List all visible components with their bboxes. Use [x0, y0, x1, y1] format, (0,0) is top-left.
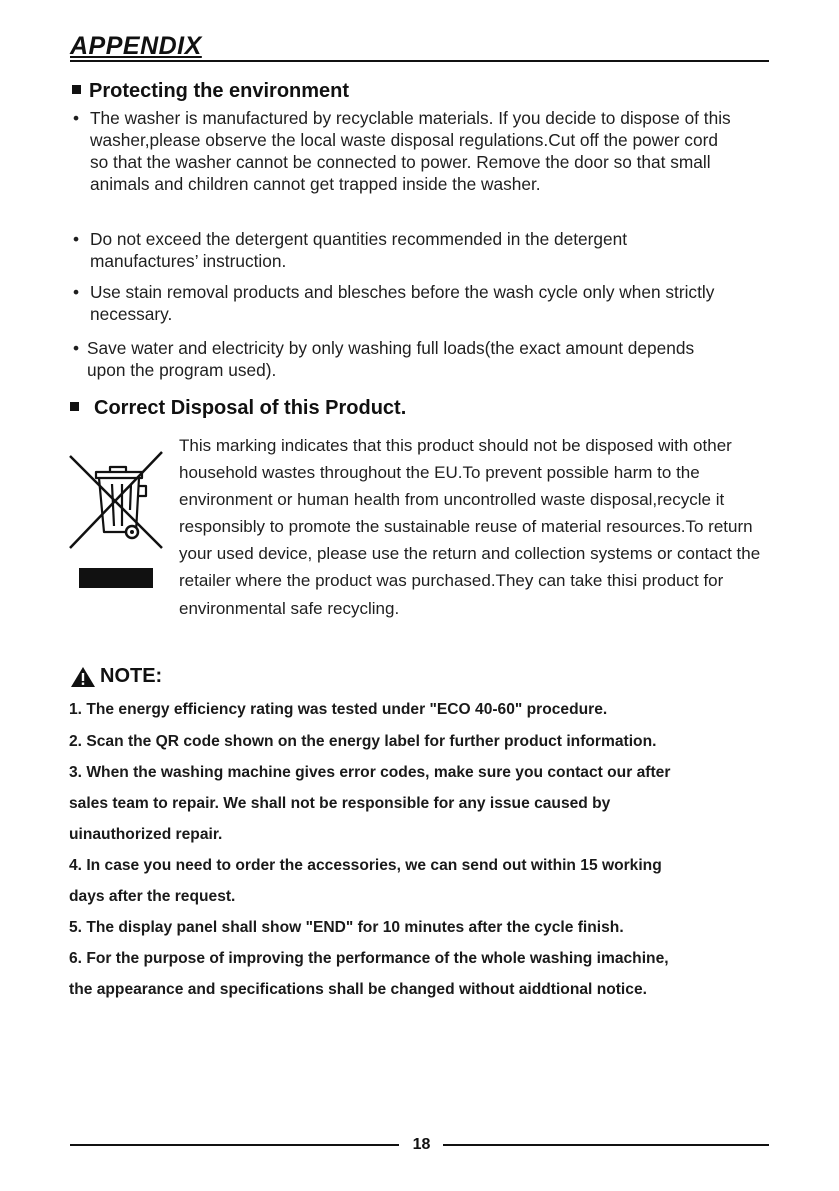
note-heading	[70, 665, 162, 688]
list-item-text: The washer is manufactured by recyclable materials. If you decide to dispose of this washer,please observe the local waste disposal regulations.Cut off the power cord so that the washer cannot be connected to power. Remove the door so that small animals and children cannot get trapped inside the washer.	[90, 108, 731, 194]
list-item-text: Save water and electricity by only washing full loads(the exact amount depends upon the program used).	[87, 338, 695, 380]
page-title: APPENDIX	[70, 32, 202, 60]
bullet-dot: •	[73, 229, 80, 249]
list-item	[73, 107, 733, 195]
list-item	[73, 337, 733, 381]
note-line: 1. The energy efficiency rating was tested under "ECO 40-60" procedure.	[69, 701, 608, 718]
note-line: sales team to repair. We shall not be responsible for any issue caused by	[69, 795, 611, 812]
list-item-text: Do not exceed the detergent quantities recommended in the detergent manufactures’ instruction.	[90, 229, 628, 271]
list-item-text: Use stain removal products and blesches before the wash cycle only when strictly necessary.	[90, 282, 715, 324]
bullet-dot: •	[73, 338, 80, 358]
bullet-dot: •	[73, 282, 80, 302]
list-item	[73, 228, 733, 272]
note-line: 5. The display panel shall show "END" for 10 minutes after the cycle finish.	[69, 919, 624, 936]
note-line: 4. In case you need to order the accessories, we can send out within 15 working	[69, 857, 662, 874]
footer-rule-right	[443, 1144, 769, 1146]
section-heading-label: Correct Disposal of this Product.	[94, 397, 407, 419]
note-line: 6. For the purpose of improving the performance of the whole washing imachine,	[69, 950, 669, 967]
disposal-paragraph: This marking indicates that this product should not be disposed with other household wastes throughout the EU.To prevent possible harm to the environment or human health from uncontrolled waste disposal,recycle it responsibly to promote the sustainable reuse of material resources.To return your used device, please use the return and collection systems or contact the retailer where the product was purchased.They can take thisi product for environmental safe recycling.	[179, 436, 761, 618]
warning-triangle-icon	[70, 666, 96, 688]
section-heading-label: Protecting the environment	[89, 80, 350, 102]
note-line: days after the request.	[69, 888, 236, 905]
note-line: uinauthorized repair.	[69, 826, 223, 843]
note-line: 2. Scan the QR code shown on the energy label for further product information.	[69, 733, 657, 750]
square-bullet-icon	[72, 85, 81, 94]
disposal-black-bar	[79, 568, 153, 588]
section-heading-disposal	[70, 397, 406, 420]
square-bullet-icon	[70, 402, 79, 411]
note-line: the appearance and specifications shall be changed without aiddtional notice.	[69, 981, 647, 998]
bullet-dot: •	[73, 108, 80, 128]
title-underline-rule	[70, 60, 769, 62]
note-heading-label: NOTE:	[100, 665, 163, 687]
list-item	[73, 281, 733, 325]
crossed-out-wheelie-bin-icon	[66, 450, 166, 550]
page-number: 18	[412, 1136, 431, 1153]
section-heading-environment	[72, 80, 349, 103]
note-line: 3. When the washing machine gives error codes, make sure you contact our after	[69, 764, 671, 781]
footer-rule-left	[70, 1144, 399, 1146]
